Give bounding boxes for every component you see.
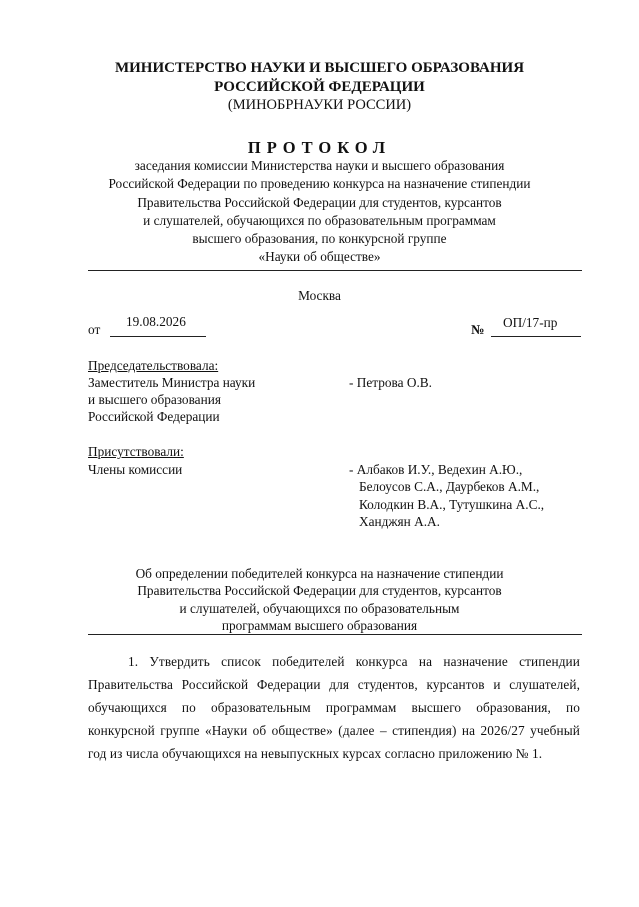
subtitle-line: высшего образования, по конкурсной группе bbox=[192, 231, 447, 247]
ministry-short-name: (МИНОБРНАУКИ РОССИИ) bbox=[227, 97, 412, 113]
ministry-name bbox=[0, 59, 639, 97]
subtitle-line: «Науки об обществе» bbox=[258, 249, 381, 265]
present-members: - Албаков И.У., Ведехин А.Ю., Белоусов С.А., Даурбеков А.М., Колодкин В.А., Тутушкина А.С., Ханджян А.А. bbox=[349, 462, 545, 529]
protocol-number: ОП/17-пр bbox=[503, 315, 558, 330]
chair-heading: Председательствовала: bbox=[88, 358, 219, 373]
city: Москва bbox=[298, 288, 341, 303]
protocol-subtitle bbox=[0, 157, 639, 267]
subject-line: Правительства Российской Федерации для студентов, курсантов bbox=[137, 583, 502, 599]
chair-position: Заместитель Министра науки и высшего образования Российской Федерации bbox=[88, 375, 256, 424]
present-heading: Присутствовали: bbox=[88, 444, 184, 459]
header-divider bbox=[88, 270, 582, 271]
ministry-line-1: МИНИСТЕРСТВО НАУКИ И ВЫСШЕГО ОБРАЗОВАНИЯ bbox=[114, 60, 525, 76]
subtitle-line: заседания комиссии Министерства науки и высшего образования bbox=[134, 158, 505, 173]
subtitle-line: Правительства Российской Федерации для студентов, курсантов bbox=[137, 194, 502, 210]
protocol-title: ПРОТОКОЛ bbox=[247, 138, 392, 157]
protocol-date: 19.08.2026 bbox=[126, 314, 186, 329]
ministry-line-2: РОССИЙСКОЙ ФЕДЕРАЦИИ bbox=[214, 79, 425, 95]
subject-line: Об определении победителей конкурса на назначение стипендии bbox=[135, 566, 504, 581]
subject-heading bbox=[0, 565, 639, 634]
present-role: Члены комиссии bbox=[88, 462, 183, 477]
decision-paragraph: 1. Утвердить список победителей конкурса на назначение стипендии Правительства Российской Федерации для студентов, курсантов и слушателей, обучающихся по образовательным программам высшего образования, по конкурсной группе «Науки об обществе» (далее – стипендия) на 2026/27 учебный год из числа обучающихся на невыпускных курсах согласно приложению № 1. bbox=[88, 654, 580, 761]
number-underline bbox=[491, 336, 581, 337]
subject-line: программам высшего образования bbox=[221, 617, 418, 633]
chair-name: - Петрова О.В. bbox=[349, 375, 432, 390]
subtitle-line: и слушателей, обучающихся по образовательным программам bbox=[143, 212, 496, 228]
subtitle-line: Российской Федерации по проведению конкурса на назначение стипендии bbox=[108, 176, 531, 192]
date-prefix: от bbox=[88, 322, 101, 337]
date-underline bbox=[110, 336, 206, 337]
subject-line: и слушателей, обучающихся по образовательным bbox=[179, 600, 460, 616]
number-prefix: № bbox=[471, 322, 485, 337]
subject-divider bbox=[88, 634, 582, 635]
